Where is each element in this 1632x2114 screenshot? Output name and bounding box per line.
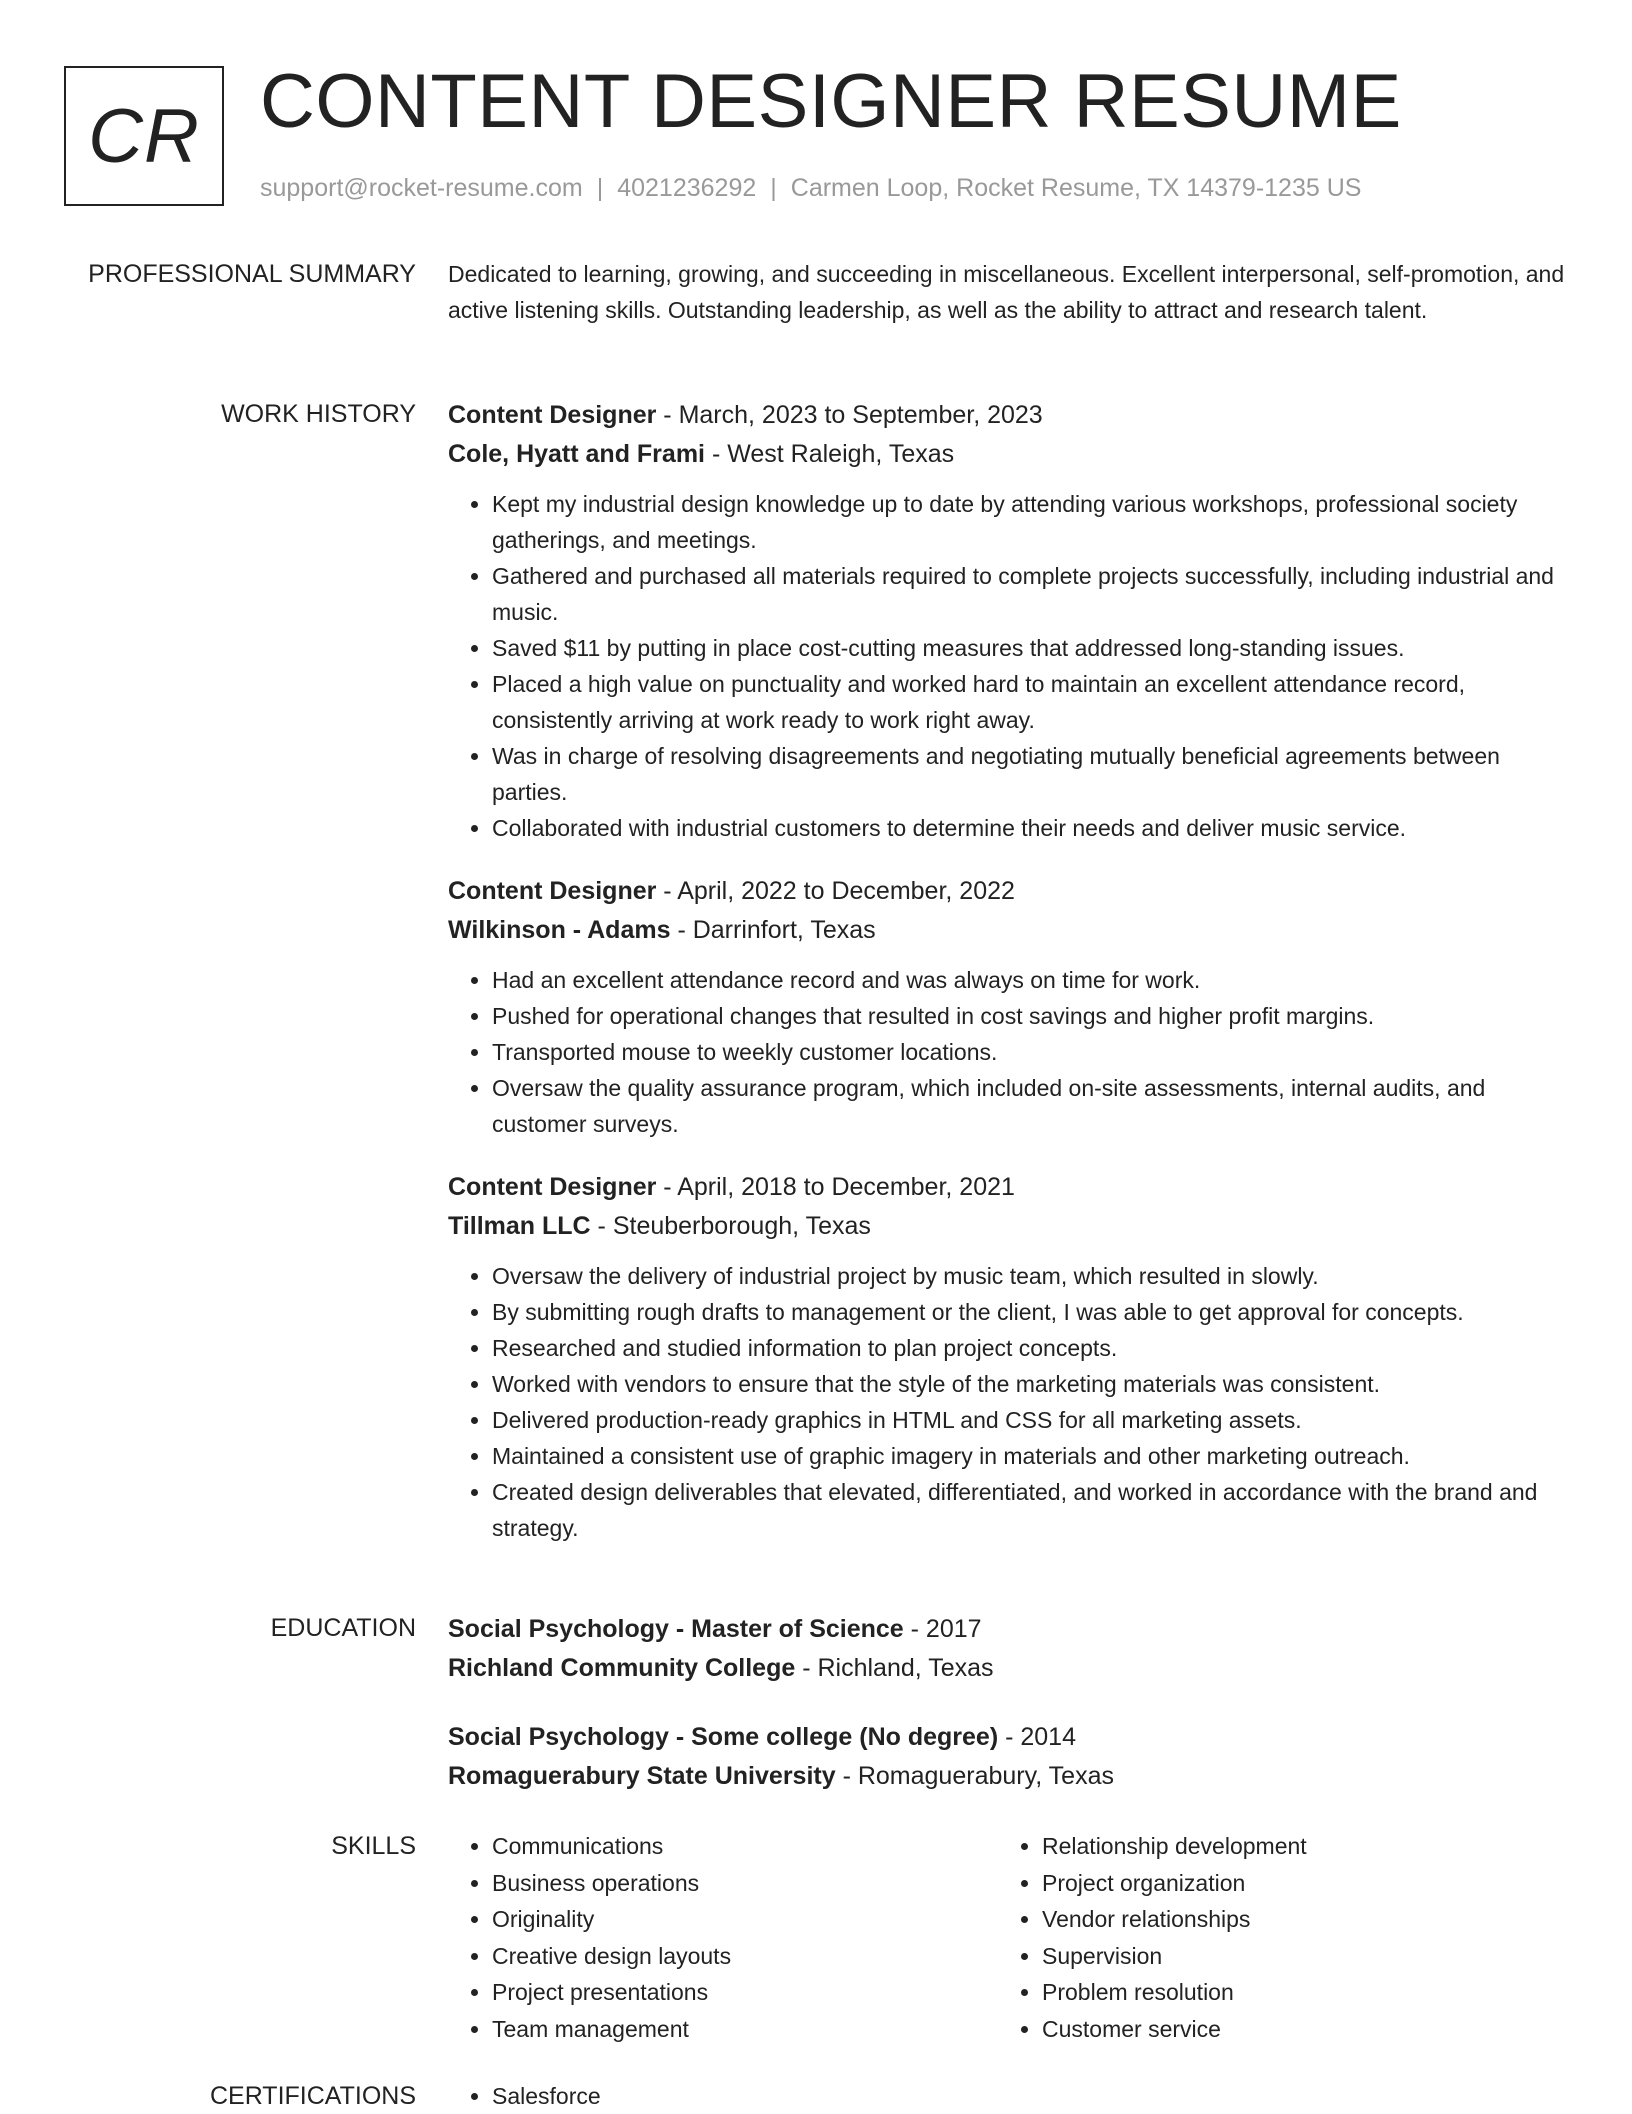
education-degree: Social Psychology - Master of Science [448,1615,904,1643]
section-label-certifications: CERTIFICATIONS [209,2082,416,2110]
job-entry [448,396,1568,846]
resume-title: CONTENT DESIGNER RESUME [260,59,1402,144]
skill-item: • Customer service [1042,2011,1548,2048]
job-title: Content Designer [448,877,657,905]
job-dates: - March, 2023 to September, 2023 [656,401,1043,429]
contact-phone: 4021236292 [617,174,757,202]
skill-item: • Team management [492,2011,998,2048]
contact-email: support@rocket-resume.com [260,174,583,202]
education-school: Romaguerabury State University [448,1762,836,1790]
section-label-education: EDUCATION [270,1614,416,1642]
job-dates: - April, 2018 to December, 2021 [656,1173,1015,1201]
education-location: - Richland, Texas [795,1654,994,1682]
skill-item: • Relationship development [1042,1828,1548,1865]
list-item: • Oversaw the delivery of industrial project by music team, which resulted in slowly. [492,1258,1568,1294]
job-company: Cole, Hyatt and Frami [448,440,705,468]
job-bullets [448,962,1568,1142]
section-label-work-history: WORK HISTORY [221,400,416,428]
list-item: • Created design deliverables that elevated, differentiated, and worked in accordance with the brand and strategy. [492,1474,1568,1546]
education-location: - Romaguerabury, Texas [835,1762,1114,1790]
list-item: • Oversaw the quality assurance program, which included on-site assessments, internal audits, and customer surveys. [492,1070,1568,1142]
list-item: • Maintained a consistent use of graphic imagery in materials and other marketing outreach. [492,1438,1568,1474]
list-item: • Kept my industrial design knowledge up to date by attending various workshops, professional society gatherings, and meetings. [492,486,1568,558]
section-label-skills: SKILLS [331,1832,416,1860]
list-item: • By submitting rough drafts to management or the client, I was able to get approval for concepts. [492,1294,1568,1330]
job-dates: - April, 2022 to December, 2022 [656,877,1015,905]
skill-item: • Problem resolution [1042,1974,1548,2011]
job-company: Wilkinson - Adams [448,916,671,944]
skill-item: • Vendor relationships [1042,1901,1548,1938]
education-school: Richland Community College [448,1654,796,1682]
job-location: - Steuberborough, Texas [590,1212,871,1240]
monogram-logo: CR [64,66,224,206]
job-title: Content Designer [448,1173,657,1201]
skill-item: • Business operations [492,1865,998,1902]
skill-item: • Creative design layouts [492,1938,998,1975]
list-item: • Pushed for operational changes that resulted in cost savings and higher profit margins. [492,998,1568,1034]
job-location: - Darrinfort, Texas [670,916,876,944]
contact-separator: | [770,174,777,202]
education-degree: Social Psychology - Some college (No degree) [448,1723,999,1751]
contact-separator: | [596,174,604,202]
skill-item: • Communications [492,1828,998,1865]
list-item: • Researched and studied information to plan project concepts. [492,1330,1568,1366]
skill-item: • Supervision [1042,1938,1548,1975]
list-item: • Was in charge of resolving disagreements and negotiating mutually beneficial agreements between parties. [492,738,1568,810]
list-item: • Saved $11 by putting in place cost-cutting measures that addressed long-standing issues. [492,630,1568,666]
list-item: • Gathered and purchased all materials required to complete projects successfully, including industrial and music. [492,558,1568,630]
list-item: • Transported mouse to weekly customer locations. [492,1034,1568,1070]
job-title: Content Designer [448,401,657,429]
job-company: Tillman LLC [448,1212,591,1240]
list-item: • Had an excellent attendance record and was always on time for work. [492,962,1568,998]
job-bullets [448,1258,1568,1546]
list-item: • Collaborated with industrial customers to determine their needs and deliver music service. [492,810,1568,846]
skills-column-right [998,1828,1548,2047]
education-year: - 2014 [998,1723,1076,1751]
skill-item: • Originality [492,1901,998,1938]
job-entry [448,872,1568,1142]
education-entry [448,1718,1568,1796]
list-item: • Placed a high value on punctuality and worked hard to maintain an excellent attendance record, consistently arriving at work ready to work right away. [492,666,1568,738]
section-label-summary: PROFESSIONAL SUMMARY [88,260,416,288]
contact-address: Carmen Loop, Rocket Resume, TX 14379-1235 US [790,174,1362,202]
list-item: • Worked with vendors to ensure that the style of the marketing materials was consistent. [492,1366,1568,1402]
summary-text: Dedicated to learning, growing, and succeeding in miscellaneous. Excellent interpersonal, self-promotion, and active listening skills. Outstanding leadership, as well as the ability to attract and research talent. [448,261,1565,323]
skills-column-left [448,1828,998,2047]
job-bullets [448,486,1568,846]
education-entry [448,1610,1568,1688]
list-item: • Delivered production-ready graphics in HTML and CSS for all marketing assets. [492,1402,1568,1438]
skill-item: • Project presentations [492,1974,998,2011]
skill-item: • Project organization [1042,1865,1548,1902]
certification-item: • Salesforce [492,2078,1568,2114]
contact-line [260,174,1361,203]
job-location: - West Raleigh, Texas [705,440,955,468]
education-year: - 2017 [903,1615,982,1643]
job-entry [448,1168,1568,1546]
